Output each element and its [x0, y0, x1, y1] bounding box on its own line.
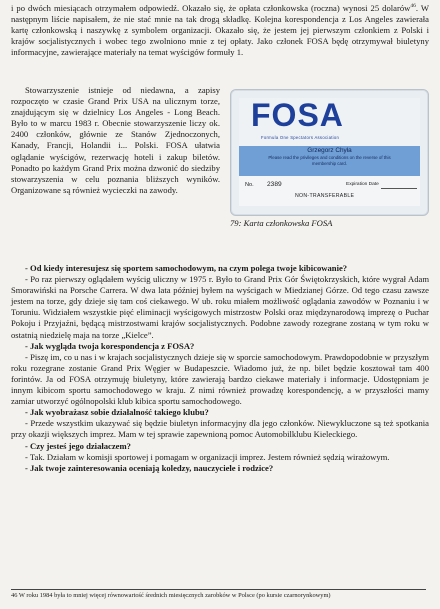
fosa-description: [11, 85, 220, 196]
intro-text-part-2: . W następnym liście napisałem, że nie stać mnie na tak drogą składkę. Kolejna korespondencja z Los Angeles zawierała kartę członkowską i naszywkę z symbolem organizacji. Okazało się, że jestem jej pierwszym członkiem z Polski i krajów socjalistycznych i wobec tego zwolniono mnie z tej opłaty. Jako członek FOSA będę otrzymywał biuletyny informacyjne, zawierające materiały na temat wyścigów formuły 1.: [11, 3, 429, 58]
card-expiration-label: Expiration Date: [346, 182, 379, 187]
question-1: - Od kiedy interesujesz się sportem samochodowym, na czym polega twoje kibicowanie?: [25, 263, 348, 273]
card-organization: Formula One Spectators Association: [261, 135, 340, 140]
card-number: 2389: [267, 181, 282, 188]
question-5: - Jak twoje zainteresowania oceniają koledzy, nauczyciele i rodzice?: [25, 462, 274, 473]
card-number-label: No.: [245, 182, 254, 188]
intro-paragraph: [11, 3, 429, 58]
fosa-description-text: Stowarzyszenie istnieje od niedawna, a zapisy rozpoczęto w czasie Grand Prix USA na ulicznym torze, znajdującym się w dzielnicy Los Angeles - Long Beach. Było to w marcu 1983 r. Obecnie stowarzyszenie liczy ok. 2400 członków, głównie ze Stanów Zjednoczonych, Kanady, Francji, Holandii i... Polski. FOSA ułatwia oglądanie wyścigów, rezerwację hoteli i zakup biletów. Ponadto po każdym Grand Prix można dzwonić do siedziby stowarzyszenia w celu poznania bliższych wyników. Organizowane są również wycieczki na zawody.: [11, 85, 220, 195]
footnote-reference: 46: [410, 3, 416, 10]
interview: [11, 263, 429, 474]
membership-card-image: [230, 89, 429, 216]
card-holder-name: Grzegorz Chyła: [307, 147, 352, 154]
answer-4: - Tak. Działam w komisji sportowej i pomagam w organizacji imprez. Jestem również sędzią wirażowym.: [25, 451, 390, 462]
footnote-divider: [11, 589, 426, 590]
question-2: - Jak wygląda twoja korespondencja z FOSA?: [25, 340, 195, 351]
card-note: Please read the privileges and conditions on the reverse of this membership card.: [268, 155, 391, 166]
fosa-logo: FOSA: [251, 97, 344, 133]
question-3: - Jak wyobrażasz sobie działalność takiego klubu?: [25, 407, 209, 418]
card-non-transferable: NON-TRANSFERABLE: [295, 193, 355, 199]
card-expiration-line: [381, 188, 417, 189]
footnote: 46 W roku 1984 była to mniej więcej równowartość średnich miesięcznych zarobków w Polsce (po kursie czarnorynkowym): [11, 592, 331, 599]
question-4: - Czy jesteś jego działaczem?: [25, 440, 131, 451]
answer-3: - Przede wszystkim ukazywać się będzie biuletyn informacyjny dla jego członków. Niewykluczone są też spotkania przy okazji większych imprez. Mam w tej sprawie zapewnioną pomoc Automobilklubu Kieleckiego.: [11, 418, 429, 440]
intro-text-part-1: i po dwóch miesiącach otrzymałem odpowiedź. Okazało się, że opłata członkowska (roczna) wynosi 25 dolarów: [11, 3, 411, 13]
answer-1: - Po raz pierwszy oglądałem wyścig uliczny w 1975 r. Było to Grand Prix Gór Świętokrzyskich, które wygrał Adam Smorawiński na Porsche Carrera. W dwa lata później byłem na wyścigach w Miedzianej Górze. Od tego czasu zawsze jestem na torze, gdy dzieje się tam coś ciekawego. W ub. roku miałem możliwość oglądania zawodów w Poznaniu i w Toruniu. Widziałem wszystkie pięć eliminacji wyścigowych mistrzostw Polski oraz międzynarodową imprezę o Puchar Pokoju i Przyjaźni, będącą mistrzostwami krajów socjalistycznych. Podobne zawody rozegrane zostaną w tym roku w ostatnią niedzielę maja na torze „Kielce”.: [11, 274, 429, 340]
figure-caption: 79: Karta członkowska FOSA: [230, 218, 333, 228]
answer-2: - Piszę im, co u nas i w krajach socjalistycznych dzieje się w sporcie samochodowym. Prawdopodobnie w przyszłym roku rozegrane zostanie Grand Prix Węgier w Budapeszcie. Wiadomo już, że np. bilet będzie kosztował tam 400 forintów. Ja od FOSA otrzymuję biuletyny, które zawierają bardzo ciekawe materiały i informacje. Udostępniam je innym kibicom sportu samochodowego w kraju. Z nimi również prowadzę korespondencję, a w przyszłości mamy zamiar utworzyć ogólnopolski klub kibica sportu samochodowego.: [11, 351, 429, 407]
